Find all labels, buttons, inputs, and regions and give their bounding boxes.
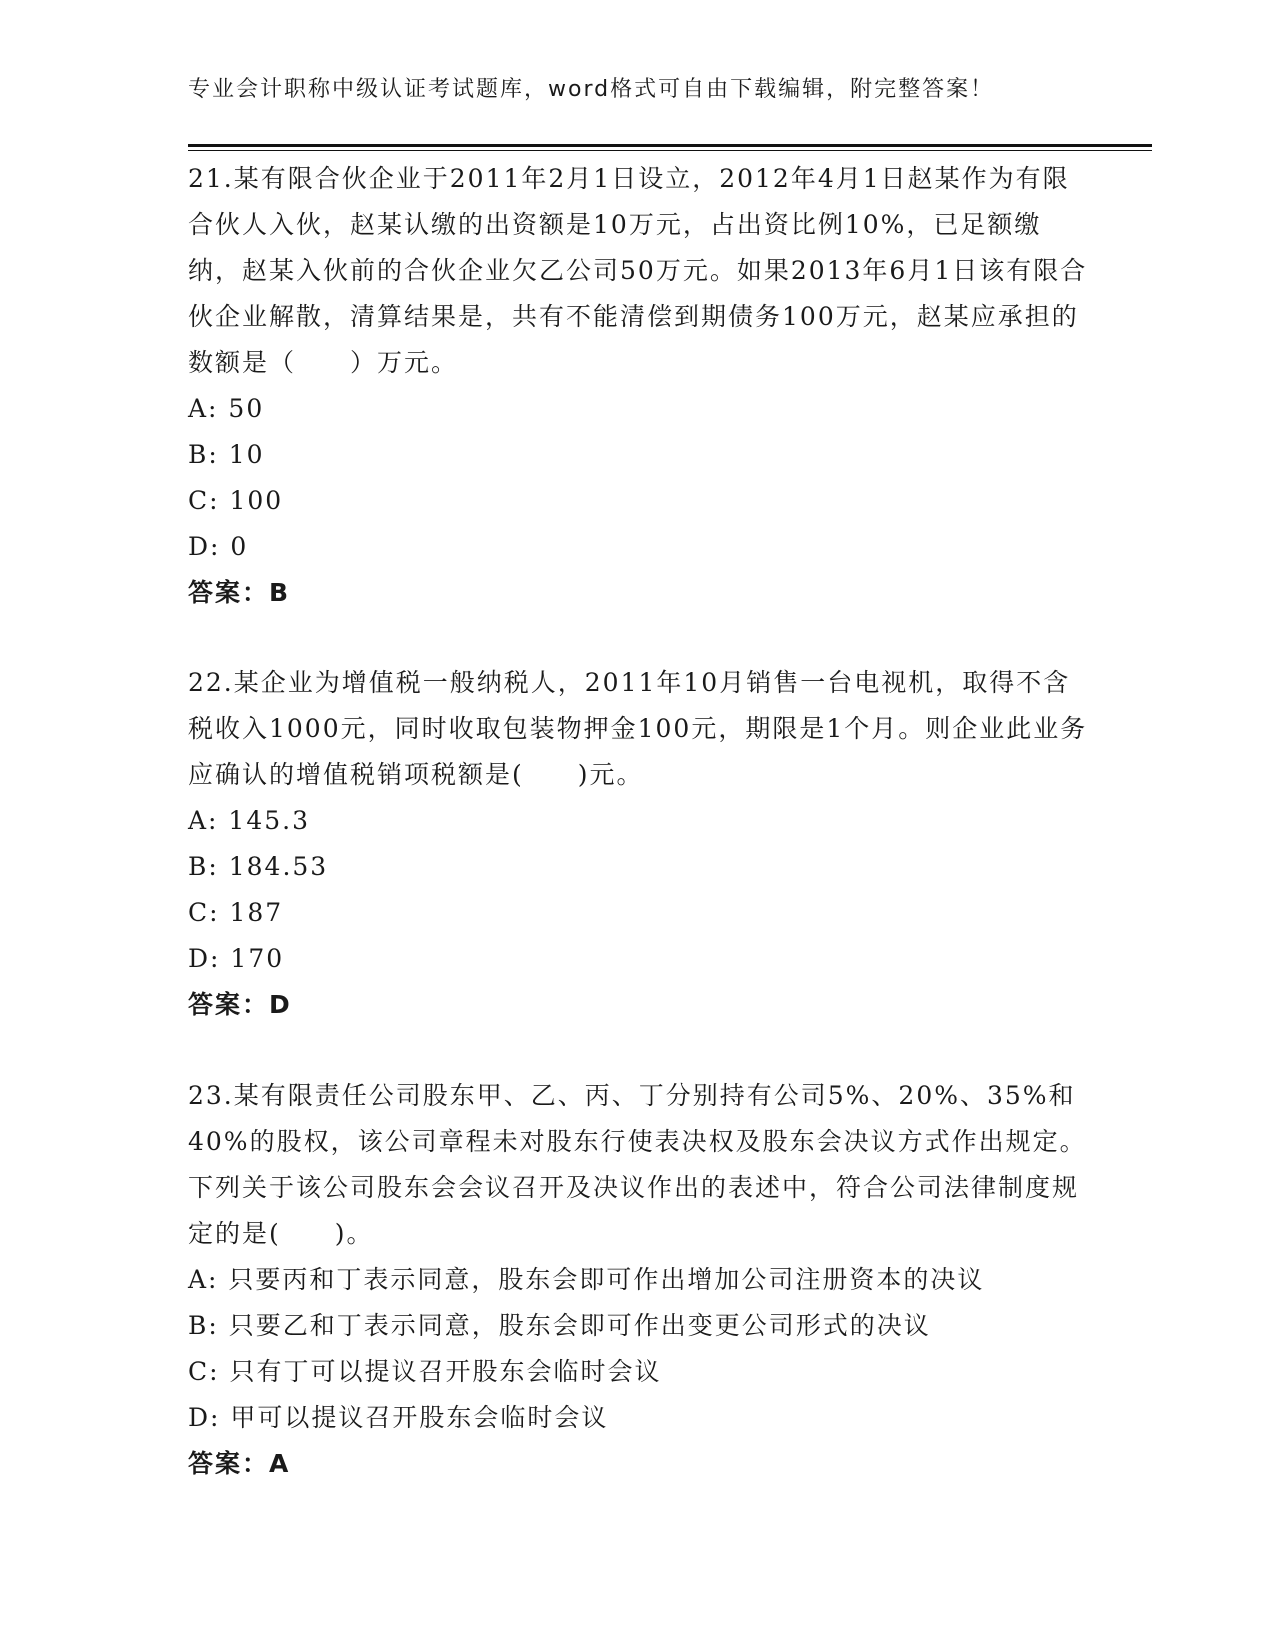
header-rule-thick bbox=[188, 144, 1152, 147]
header-rule-thin bbox=[188, 150, 1152, 151]
option-b: B: 只要乙和丁表示同意，股东会即可作出变更公司形式的决议 bbox=[188, 1311, 931, 1340]
question-23 bbox=[188, 1073, 1088, 1487]
option-c: C: 只有丁可以提议召开股东会临时会议 bbox=[188, 1357, 662, 1386]
question-stem: 21.某有限合伙企业于2011年2月1日设立，2012年4月1日赵某作为有限合伙人入伙，赵某认缴的出资额是10万元，占出资比例10%，已足额缴纳，赵某入伙前的合伙企业欠乙公司50万元。如果2013年6月1日该有限合伙企业解散，清算结果是，共有不能清偿到期债务100万元，赵某应承担的数额是（ ）万元。 bbox=[188, 164, 1088, 377]
answer-label: 答案：A bbox=[188, 1449, 291, 1478]
question-21 bbox=[188, 156, 1088, 616]
option-d: D: 0 bbox=[188, 532, 249, 561]
option-c: C: 187 bbox=[188, 898, 284, 927]
question-stem: 23.某有限责任公司股东甲、乙、丙、丁分别持有公司5%、20%、35%和40%的股权，该公司章程未对股东行使表决权及股东会决议方式作出规定。下列关于该公司股东会会议召开及决议作出的表述中，符合公司法律制度规定的是( )。 bbox=[188, 1081, 1087, 1248]
option-a: A: 只要丙和丁表示同意，股东会即可作出增加公司注册资本的决议 bbox=[188, 1265, 985, 1294]
option-a: A: 50 bbox=[188, 394, 265, 423]
option-d: D: 甲可以提议召开股东会临时会议 bbox=[188, 1403, 609, 1432]
option-b: B: 184.53 bbox=[188, 852, 329, 881]
option-a: A: 145.3 bbox=[188, 806, 310, 835]
option-b: B: 10 bbox=[188, 440, 265, 469]
page-header: 专业会计职称中级认证考试题库，word格式可自由下载编辑，附完整答案！ bbox=[188, 77, 995, 102]
answer-label: 答案：B bbox=[188, 578, 291, 607]
option-c: C: 100 bbox=[188, 486, 284, 515]
question-stem: 22.某企业为增值税一般纳税人，2011年10月销售一台电视机，取得不含税收入1000元，同时收取包装物押金100元，期限是1个月。则企业此业务应确认的增值税销项税额是( )元。 bbox=[188, 668, 1088, 789]
question-22 bbox=[188, 660, 1088, 1028]
answer-label: 答案：D bbox=[188, 990, 292, 1019]
option-d: D: 170 bbox=[188, 944, 285, 973]
